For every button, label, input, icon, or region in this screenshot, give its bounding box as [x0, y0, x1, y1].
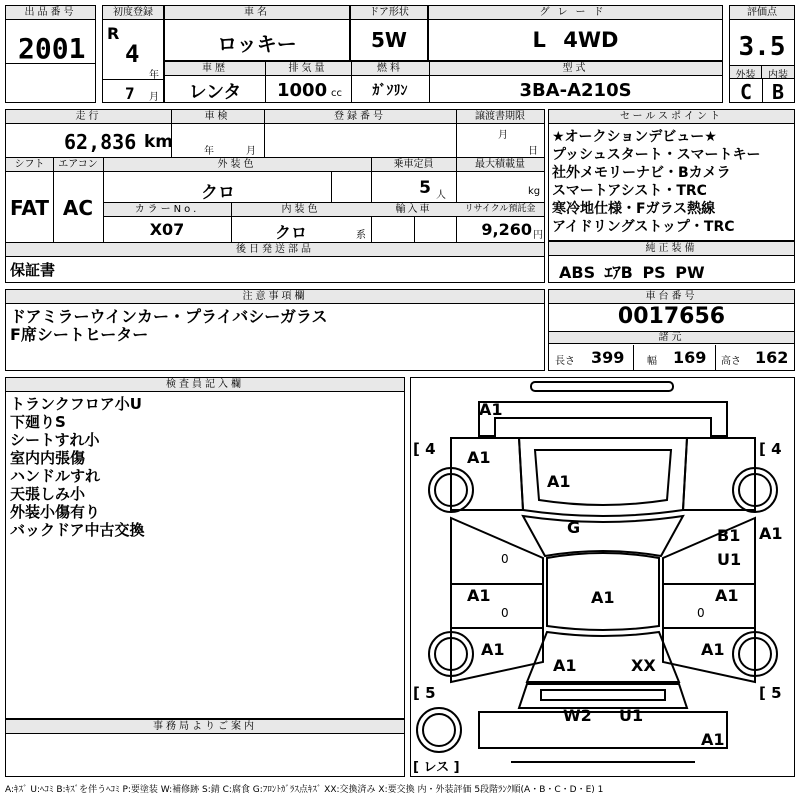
inspector-note: バックドア中古交換	[10, 521, 145, 539]
grade-box: グレード L 4WD	[428, 5, 723, 61]
tire-rear-left: [ 5	[413, 684, 436, 702]
mark-front-bumper: A1	[479, 400, 503, 419]
mark-right-door-rear: A1	[715, 586, 739, 605]
air-conditioner: AC	[62, 196, 94, 220]
score: 3.5	[738, 32, 786, 62]
sales-point: プッシュスタート・スマートキー	[552, 147, 761, 163]
reg-year: 4	[125, 40, 140, 68]
era: R	[107, 24, 120, 43]
inspector-note: 外装小傷有り	[10, 503, 101, 521]
mark-rear-glass-right: XX	[631, 656, 656, 675]
inspector-note: トランクフロア小U	[10, 395, 142, 413]
inspector-note: 室内内張傷	[10, 449, 86, 467]
inspector-note: 下廻りS	[10, 413, 66, 431]
ext-grade: C	[739, 80, 753, 104]
inspector-box: 検査員記入欄 トランクフロア小U 下廻りS シートすれ小 室内内張傷 ハンドルすれ 天張しみ小 外装小傷有り バックドア中古交換	[5, 377, 405, 719]
height: 162	[755, 348, 789, 367]
seats: 5	[419, 178, 431, 198]
caution-box: 注意事項欄 ドアミラーウインカー・プライバシーガラス F席シートヒーター	[5, 289, 545, 371]
delivered-parts: 保証書	[10, 261, 56, 279]
mark-roof: A1	[591, 588, 615, 607]
sales-points-box: セールスポイント ★オークションデビュー★ プッシュスタート・スマートキー 社外メモリーナビ・Bカメラ スマートアシスト・TRC 寒冷地仕様・Fガラス熱線 アイドリングストップ・TRC	[548, 109, 795, 241]
interior-color: クロ	[274, 223, 307, 242]
mark-back-door-left: W2	[563, 706, 592, 725]
inspector-note: ハンドルすれ	[10, 467, 101, 485]
car-diagram: [ 4 [ 4 [ 5 [ 5 [ レス ] A1 A1 A1 G B1 U1 A1 A1 A1 A1 A1 A1 XX A1 W2 U1 A1 0 0 0	[410, 377, 795, 777]
mark-back-door-right: U1	[619, 706, 644, 725]
sales-point: アイドリングストップ・TRC	[552, 219, 735, 235]
sales-point: 寒冷地仕様・Fガラス熱線	[552, 201, 716, 217]
mark-rear-bumper: A1	[701, 730, 725, 749]
tire-rear-right: [ 5	[759, 684, 782, 702]
inspector-note: シートすれ小	[10, 431, 100, 449]
legend: A:ｷｽﾞ U:ﾍｺﾐ B:ｷｽﾞを伴うﾍｺﾐ P:要塗装 W:補修跡 S:錆 C:腐食 G:ﾌﾛﾝﾄｶﾞﾗｽ点ｷｽﾞ XX:交換済み X:要交換 内・外装評価 5段階ﾗﾝｸ順(A・B・C・D・E) 1	[5, 785, 604, 795]
score-box: 評価点 3.5 外装 内装 C B	[729, 5, 795, 103]
mark-right-door-front-2: U1	[717, 550, 742, 569]
lot-label: 出品番号	[6, 6, 95, 20]
mark-left-door-rear: A1	[467, 586, 491, 605]
history-row: 車歴 排気量 燃料 型式 レンタ 1000 cc ｶﾞｿﾘﾝ 3BA-A210S	[164, 61, 723, 103]
door-type: 5W	[371, 28, 407, 52]
width: 169	[673, 348, 707, 367]
mark-right-fender: A1	[759, 524, 783, 543]
fuel: ｶﾞｿﾘﾝ	[372, 83, 408, 99]
inspector-note: 天張しみ小	[10, 485, 86, 503]
mark-left-quarter: A1	[481, 640, 505, 659]
length: 399	[591, 348, 625, 367]
info-block: 走行 車検 登録番号 譲渡書期限 62,836 km 年 月 月 日 シフト エアコン 外装色 乗車定員 最大積載量 FAT AC クロ 5 人 kg カラーNo. 内装色 輸入車 リサイクル預託金 X07 クロ 系 9,260 円 後日発送部品 保証書	[5, 109, 545, 283]
car-outline-svg	[411, 378, 794, 776]
office-box: 事務局よりご案内	[5, 719, 405, 777]
history: レンタ	[188, 82, 242, 103]
reg-month: 7	[125, 84, 135, 103]
caution-line: ドアミラーウインカー・プライバシーガラス	[10, 307, 328, 326]
equipment: ABS ｴｱB PS PW	[559, 263, 705, 282]
int-grade: B	[771, 80, 785, 104]
grade: L 4WD	[532, 28, 619, 52]
lot-number: 2001	[18, 32, 86, 65]
recycle-fee: 9,260	[481, 220, 532, 239]
displacement: 1000	[277, 80, 328, 101]
sales-points-list	[552, 128, 760, 236]
mileage: 62,836	[64, 130, 137, 154]
mark-left-fender: A1	[467, 448, 491, 467]
chassis-number: 0017656	[617, 304, 726, 329]
first-reg-box: 初度登録 R 4 年 7 月	[102, 5, 164, 103]
model-code: 3BA-A210S	[519, 80, 632, 101]
lot-box	[5, 5, 96, 103]
tire-front-right: [ 4	[759, 440, 782, 458]
exterior-color: クロ	[201, 183, 235, 203]
color-no: X07	[149, 220, 185, 239]
mark-rear-glass-left: A1	[553, 656, 577, 675]
shift: FAT	[10, 196, 49, 220]
equipment-box: 純正装備 ABS ｴｱB PS PW	[548, 241, 795, 283]
car-name: ロッキー	[217, 32, 297, 56]
sales-point: 社外メモリーナビ・Bカメラ	[552, 165, 731, 181]
door-box: ドア形状 5W	[350, 5, 428, 61]
first-reg-label: 初度登録	[103, 6, 163, 20]
spare-tire: [ レス ]	[413, 760, 460, 775]
chassis-box: 車台番号 0017656 諸元 長さ 399 幅 169 高さ 162	[548, 289, 795, 371]
mark-windshield: G	[567, 518, 581, 537]
mark-right-door-front: B1	[717, 526, 741, 545]
car-name-box: 車名 ロッキー	[164, 5, 350, 61]
mark-hood: A1	[547, 472, 571, 491]
caution-line: F席シートヒーター	[10, 325, 149, 344]
mark-right-quarter: A1	[701, 640, 725, 659]
sales-point: スマートアシスト・TRC	[552, 183, 707, 199]
tire-front-left: [ 4	[413, 440, 436, 458]
sales-point: ★オークションデビュー★	[552, 129, 717, 145]
